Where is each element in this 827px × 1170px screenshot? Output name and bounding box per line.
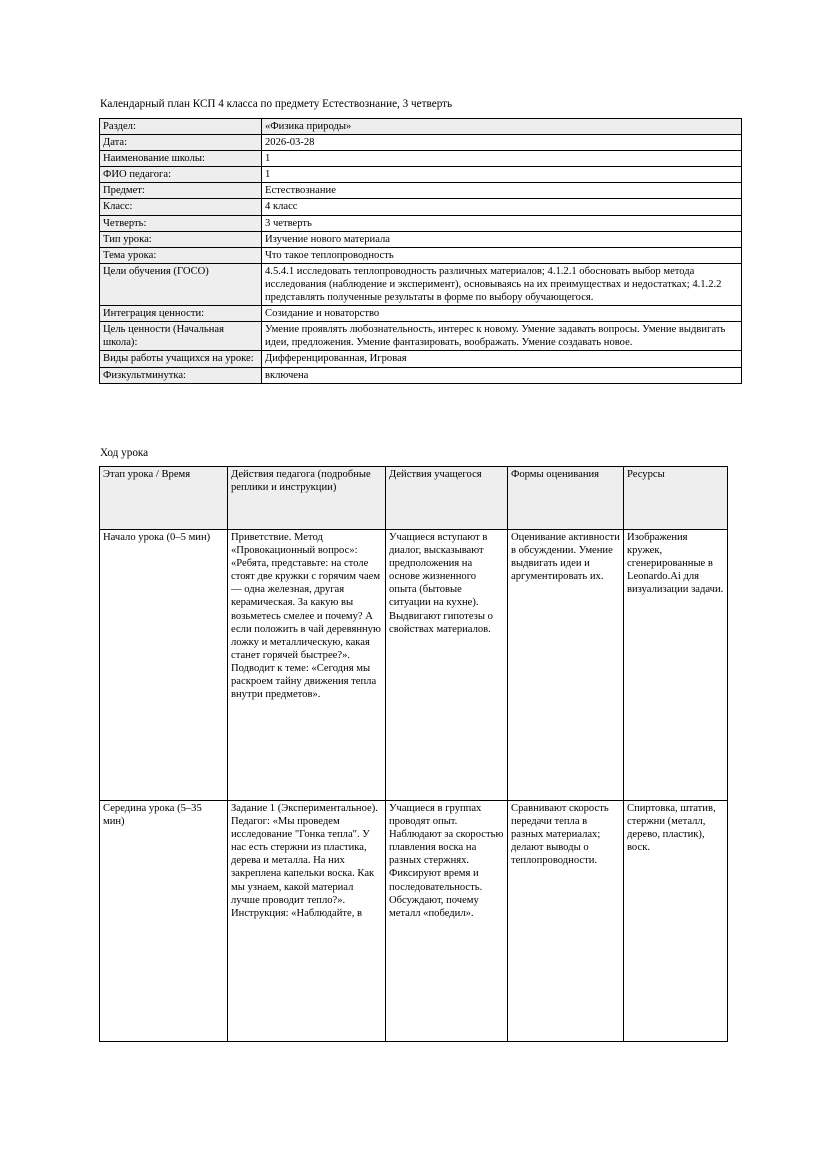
table-row: [100, 247, 742, 263]
table-row: [100, 530, 728, 801]
lesson-info-body: [100, 119, 742, 384]
table-row: [100, 231, 742, 247]
lesson-info-table: [99, 118, 742, 384]
info-row-value: Что такое теплопроводность: [262, 247, 742, 263]
info-row-label: Предмет:: [100, 183, 262, 199]
flow-stage-cell: Начало урока (0–5 мин): [100, 530, 228, 801]
info-row-label: Четверть:: [100, 215, 262, 231]
column-header: Этап урока / Время: [100, 467, 228, 530]
column-header: Формы оценивания: [508, 467, 624, 530]
info-row-value: 1: [262, 167, 742, 183]
flow-resources-cell: Спиртовка, штатив, стержни (металл, дерево, пластик), воск.: [624, 801, 728, 1042]
info-row-value: 4.5.4.1 исследовать теплопроводность различных материалов; 4.1.2.1 обосновать выбор метода исследования (наблюдение и эксперимент), основываясь на их преимуществах и недостатках; 4.1.2.2 представлять полученные результаты в форме по выбору обучающегося.: [262, 263, 742, 305]
info-row-label: Цель ценности (Начальная школа):: [100, 322, 262, 351]
info-row-value: 3 четверть: [262, 215, 742, 231]
info-row-value: 4 класс: [262, 199, 742, 215]
table-row: [100, 151, 742, 167]
info-row-label: Цели обучения (ГОСО): [100, 263, 262, 305]
flow-student-cell: Учащиеся в группах проводят опыт. Наблюдают за скоростью плавления воска на разных стержнях. Фиксируют время и последовательность. Обсуждают, почему металл «победил».: [386, 801, 508, 1042]
table-row: [100, 351, 742, 367]
info-row-label: Тип урока:: [100, 231, 262, 247]
info-row-value: 2026-03-28: [262, 135, 742, 151]
info-row-label: Виды работы учащихся на уроке:: [100, 351, 262, 367]
lesson-flow-body: [100, 467, 728, 1042]
column-header: Действия педагога (подробные реплики и инструкции): [228, 467, 386, 530]
flow-assessment-cell: Сравнивают скорость передачи тепла в разных материалах; делают выводы о теплопроводности.: [508, 801, 624, 1042]
info-row-label: Интеграция ценности:: [100, 306, 262, 322]
table-row: [100, 199, 742, 215]
table-row: [100, 306, 742, 322]
flow-teacher-cell: Приветствие. Метод «Провокационный вопрос»: «Ребята, представьте: на столе стоят две кружки с горячим чаем — одна железная, другая керамическая. За какую вы возьметесь смелее и почему? А если положить в чай деревянную ложку и металлическую, какая станет горячей быстрее?». Подводит к теме: «Сегодня мы раскроем тайну движения тепла внутри предметов».: [228, 530, 386, 801]
lesson-flow-heading: Ход урока: [100, 447, 149, 459]
info-row-value: Изучение нового материала: [262, 231, 742, 247]
lesson-flow-table: [99, 466, 728, 1042]
info-row-label: ФИО педагога:: [100, 167, 262, 183]
column-header: Действия учащегося: [386, 467, 508, 530]
info-row-value: «Физика природы»: [262, 119, 742, 135]
info-row-label: Дата:: [100, 135, 262, 151]
table-row: [100, 322, 742, 351]
table-header-row: [100, 467, 728, 530]
table-row: [100, 367, 742, 383]
info-row-value: Естествознание: [262, 183, 742, 199]
table-row: [100, 167, 742, 183]
page-bottom-margin: [0, 1064, 827, 1170]
info-row-value: Созидание и новаторство: [262, 306, 742, 322]
flow-stage-cell: Середина урока (5–35 мин): [100, 801, 228, 1042]
table-row: [100, 215, 742, 231]
info-row-value: Дифференцированная, Игровая: [262, 351, 742, 367]
flow-teacher-cell: Задание 1 (Экспериментальное). Педагог: «Мы проведем исследование "Гонка тепла". У нас есть стержни из пластика, дерева и металла. На них закреплена капельки воска. Как мы узнаем, какой материал лучше проводит тепло?». Инструкция: «Наблюдайте, в: [228, 801, 386, 1042]
flow-student-cell: Учащиеся вступают в диалог, высказывают предположения на основе жизненного опыта (бытовые ситуации на кухне). Выдвигают гипотезы о свойствах материалов.: [386, 530, 508, 801]
info-row-label: Тема урока:: [100, 247, 262, 263]
info-row-label: Наименование школы:: [100, 151, 262, 167]
info-row-value: Умение проявлять любознательность, интерес к новому. Умение задавать вопросы. Умение выдвигать идеи, предложения. Умение фантазировать, воображать. Умение создавать новое.: [262, 322, 742, 351]
table-row: [100, 801, 728, 1042]
page-title: Календарный план КСП 4 класса по предмету Естествознание, 3 четверть: [100, 98, 453, 110]
info-row-label: Класс:: [100, 199, 262, 215]
column-header: Ресурсы: [624, 467, 728, 530]
info-row-label: Физкультминутка:: [100, 367, 262, 383]
table-row: [100, 135, 742, 151]
table-row: [100, 119, 742, 135]
table-row: [100, 183, 742, 199]
table-row: [100, 263, 742, 305]
info-row-label: Раздел:: [100, 119, 262, 135]
info-row-value: включена: [262, 367, 742, 383]
flow-resources-cell: Изображения кружек, сгенерированные в Leonardo.Ai для визуализации задачи.: [624, 530, 728, 801]
info-row-value: 1: [262, 151, 742, 167]
flow-assessment-cell: Оценивание активности в обсуждении. Умение выдвигать идеи и аргументировать их.: [508, 530, 624, 801]
